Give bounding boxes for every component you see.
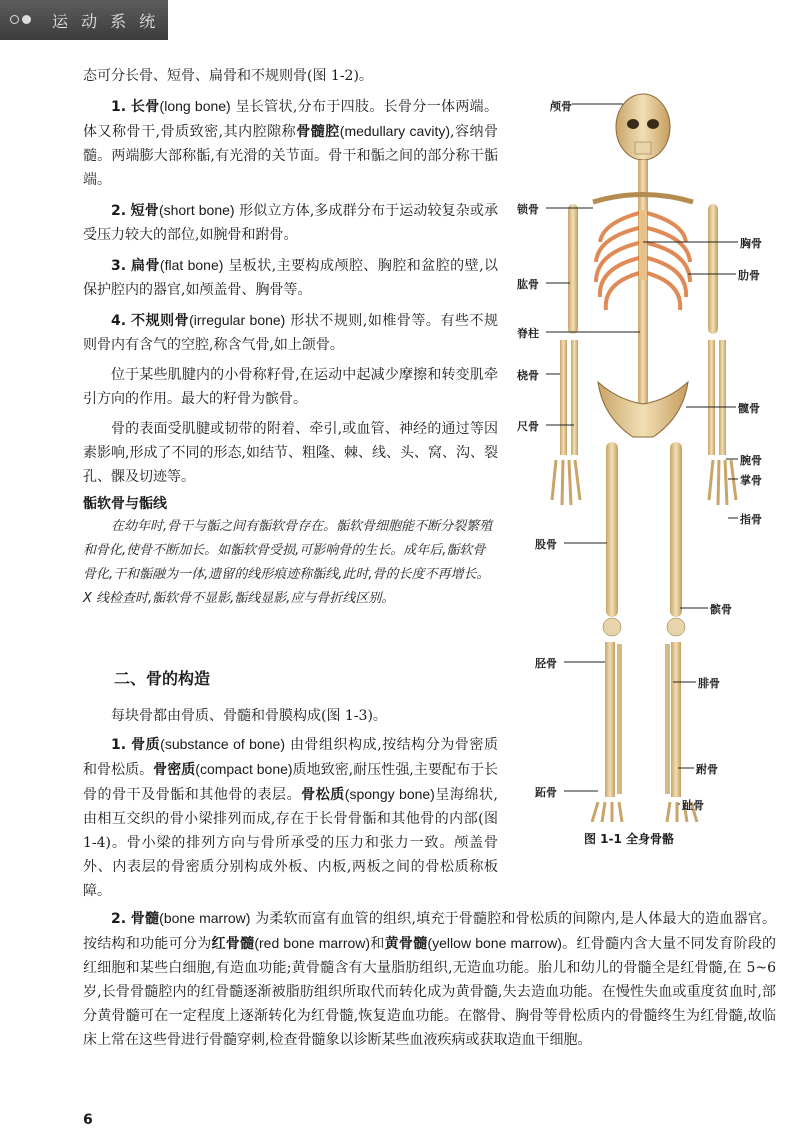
label-phalanges-hand: 指骨 bbox=[740, 513, 762, 526]
label-tibia: 胫骨 bbox=[535, 657, 557, 670]
header-dots-icon bbox=[10, 15, 31, 24]
term-bone-marrow: 骨髓 bbox=[130, 911, 160, 927]
text-column bbox=[83, 64, 498, 611]
section-heading: 二、骨的构造 bbox=[114, 669, 211, 688]
label-ulna: 尺骨 bbox=[517, 420, 539, 433]
term-long-bone: 长骨 bbox=[130, 99, 160, 115]
skeleton-figure bbox=[508, 82, 778, 842]
label-metatarsal: 跖骨 bbox=[535, 786, 557, 799]
irregular-bone-paragraph: 4. 不规则骨(irregular bone) 形状不规则,如椎骨等。有些不规则骨内有含气的空腔,称含气骨,如上颌骨。 bbox=[83, 312, 499, 353]
info-box bbox=[83, 493, 498, 611]
term-spongy-bone: 骨松质 bbox=[301, 787, 345, 803]
page-number: 6 bbox=[83, 1112, 93, 1128]
chapter-header-bar bbox=[0, 0, 168, 40]
structure-column bbox=[83, 704, 498, 903]
info-box-text: 在幼年时,骨干与骺之间有骺软骨存在。骺软骨细胞能不断分裂繁殖和骨化,使骨不断加长。如骺软骨受损,可影响骨的生长。成年后,骺软骨骨化,干和骺融为一体,遗留的线形痕迹称骺线,此时,骨的长度不再增长。X 线检查时,骺软骨不显影,骺线显影,应与骨折线区别。 bbox=[83, 519, 493, 606]
label-patella: 髌骨 bbox=[710, 603, 732, 616]
bone-substance-paragraph: 1. 骨质(substance of bone) 由骨组织构成,按结构分为骨密质和骨松质。骨密质(compact bone)质地致密,耐压性强,主要配布于长骨的骨干及骨骺和其他骨的表层。骨松质(spongy bone)呈海绵状,由相互交织的骨小梁排列而成,存在于长骨骨骺和其他骨的内部(图 1-4)。骨小梁的排列方向与骨所承受的压力和张力一致。颅盖骨外、内表层的骨密质分别构成外板、内板,两板之间的骨松质称板障。 bbox=[83, 736, 499, 899]
surface-paragraph: 骨的表面受肌腱或韧带的附着、牵引,或血管、神经的通过等因素影响,形成了不同的形态,如结节、粗隆、棘、线、头、窝、沟、裂孔、髁及切迹等。 bbox=[83, 421, 498, 485]
marrow-section bbox=[83, 906, 776, 1052]
structure-intro: 每块骨都由骨质、骨髓和骨膜构成(图 1-3)。 bbox=[111, 708, 387, 724]
label-hip: 髋骨 bbox=[738, 402, 760, 415]
term-short-bone: 短骨 bbox=[130, 203, 159, 219]
skeleton-illustration bbox=[508, 82, 778, 822]
label-rib: 肋骨 bbox=[738, 269, 760, 282]
label-sternum: 胸骨 bbox=[740, 237, 762, 250]
label-spine: 脊柱 bbox=[517, 327, 539, 340]
term-bone-substance: 骨质 bbox=[131, 737, 161, 753]
intro-paragraph: 态可分长骨、短骨、扁骨和不规则骨(图 1-2)。 bbox=[83, 68, 373, 84]
label-carpal: 腕骨 bbox=[740, 454, 762, 467]
label-phalanges-foot: 趾骨 bbox=[682, 799, 704, 812]
term-irregular-bone: 不规则骨 bbox=[131, 313, 190, 329]
label-radius: 桡骨 bbox=[517, 369, 539, 382]
long-bone-paragraph: 1. 长骨(long bone) 呈长管状,分布于四肢。长骨分一体两端。体又称骨干,骨质致密,其内腔隙称骨髓腔(medullary cavity),容纳骨髓。两端膨大部称骺,有光滑的关节面。骨干和骺之间的部分称干骺端。 bbox=[83, 98, 499, 188]
label-femur: 股骨 bbox=[535, 538, 557, 551]
term-yellow-marrow: 黄骨髓 bbox=[384, 936, 428, 952]
label-clavicle: 锁骨 bbox=[517, 203, 539, 216]
label-humerus: 肱骨 bbox=[517, 278, 539, 291]
label-metacarpal: 掌骨 bbox=[740, 474, 762, 487]
chapter-title: 运 动 系 统 bbox=[52, 12, 160, 31]
term-compact-bone: 骨密质 bbox=[153, 762, 196, 778]
marrow-paragraph: 2. 骨髓(bone marrow) 为柔软而富有血管的组织,填充于骨髓腔和骨松质的间隙内,是人体最大的造血器官。按结构和功能可分为红骨髓(red bone marrow)和黄骨髓(yellow bone marrow)。红骨髓内含大量不同发育阶段的红细胞和某些白细胞,有造血功能;黄骨髓含有大量脂肪组织,无造血功能。胎儿和幼儿的骨髓全是红骨髓,在 5~6 岁,长骨骨髓腔内的红骨髓逐渐被脂肪组织所取代而转化成为黄骨髓,失去造血功能。在慢性失血或重度贫血时,部分黄骨髓可在一定程度上逐渐转化为红骨髓,恢复造血功能。在髂骨、胸骨等骨松质内的骨髓终生为红骨髓,故临床上常在这些骨进行骨髓穿刺,检查骨髓象以诊断某些血液疾病或获取造血干细胞。 bbox=[83, 910, 777, 1048]
label-fibula: 腓骨 bbox=[698, 677, 720, 690]
term-medullary-cavity: 骨髓腔 bbox=[296, 124, 340, 140]
label-tarsal: 跗骨 bbox=[696, 763, 718, 776]
short-bone-paragraph: 2. 短骨(short bone) 形似立方体,多成群分布于运动较复杂或承受压力较大的部位,如腕骨和跗骨。 bbox=[83, 202, 499, 243]
term-red-marrow: 红骨髓 bbox=[211, 936, 255, 952]
term-flat-bone: 扁骨 bbox=[130, 258, 160, 274]
info-box-title: 骺软骨与骺线 bbox=[83, 496, 167, 512]
sesamoid-paragraph: 位于某些肌腱内的小骨称籽骨,在运动中起减少摩擦和转变肌牵引方向的作用。最大的籽骨为髌骨。 bbox=[83, 367, 498, 407]
label-skull: 颅骨 bbox=[550, 100, 572, 113]
figure-caption: 图 1-1 全身骨骼 bbox=[584, 832, 675, 846]
flat-bone-paragraph: 3. 扁骨(flat bone) 呈板状,主要构成颅腔、胸腔和盆腔的壁,以保护腔内的器官,如颅盖骨、胸骨等。 bbox=[83, 257, 499, 298]
